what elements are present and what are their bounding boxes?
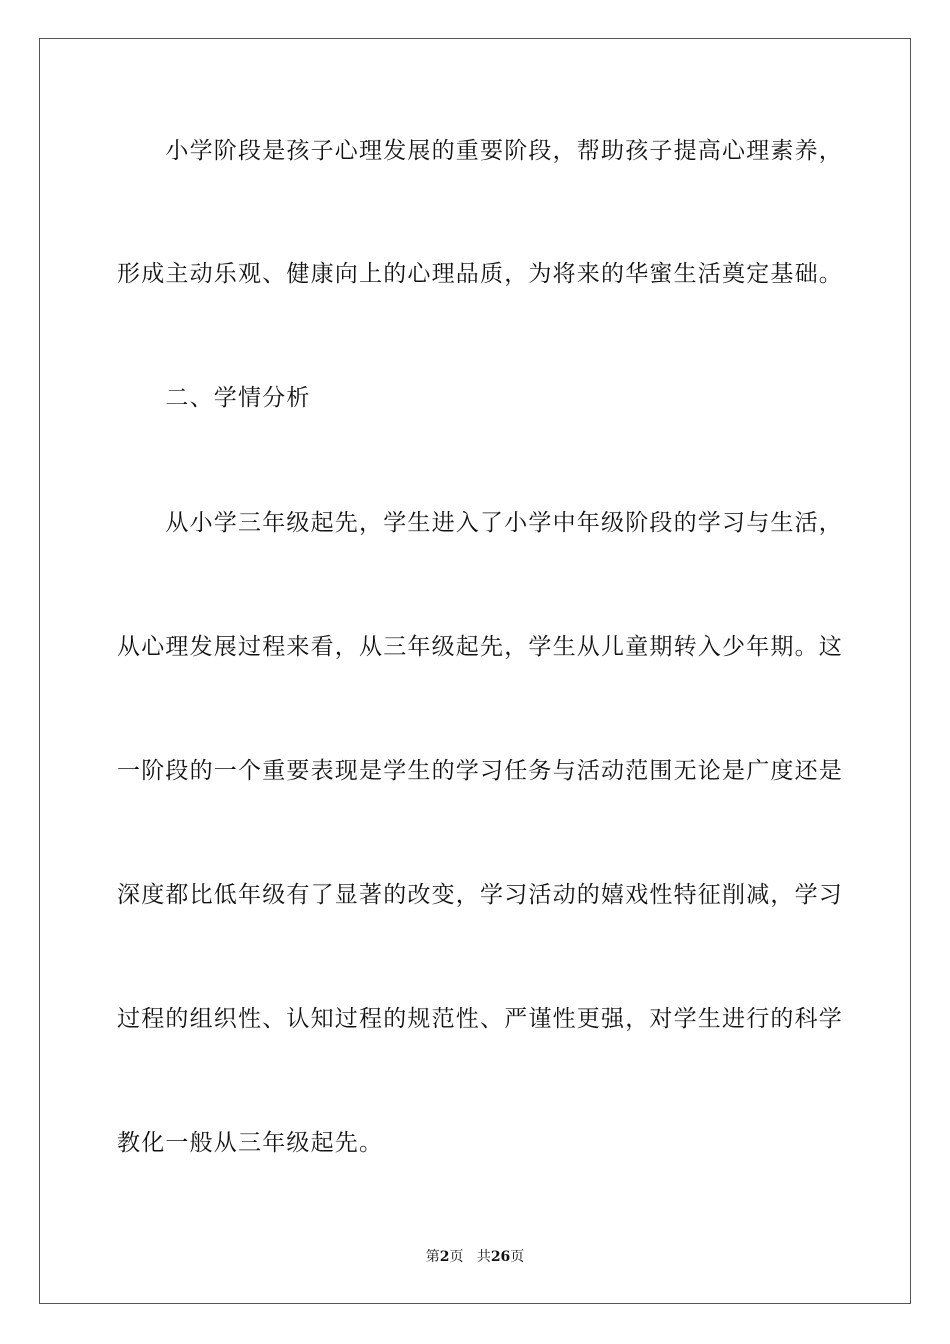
section-heading: 二、学情分析 bbox=[117, 385, 311, 411]
text-line: 过程的组织性、认知过程的规范性、严谨性更强，对学生进行的科学 bbox=[117, 1006, 843, 1032]
text-line: 深度都比低年级有了显著的改变，学习活动的嬉戏性特征削减，学习 bbox=[117, 882, 843, 908]
footer-total-pages: 26 bbox=[490, 1249, 511, 1265]
text-line: 形成主动乐观、健康向上的心理品质，为将来的华蜜生活奠定基础。 bbox=[117, 261, 843, 287]
text-line: 小学阶段是孩子心理发展的重要阶段，帮助孩子提高心理素养， bbox=[117, 138, 843, 164]
footer-total-prefix: 共 bbox=[476, 1249, 491, 1265]
page-border bbox=[39, 38, 911, 1304]
text-line: 从小学三年级起先，学生进入了小学中年级阶段的学习与生活， bbox=[117, 510, 843, 536]
footer-page-prefix: 第 bbox=[425, 1249, 440, 1265]
footer-total-suffix: 页 bbox=[510, 1249, 525, 1265]
footer-page-number: 2 bbox=[439, 1249, 450, 1265]
text-line: 从心理发展过程来看，从三年级起先，学生从儿童期转入少年期。这 bbox=[117, 634, 843, 660]
footer-page-suffix: 页 bbox=[449, 1249, 464, 1265]
text-line: 一阶段的一个重要表现是学生的学习任务与活动范围无论是广度还是 bbox=[117, 758, 843, 784]
page-footer bbox=[0, 1248, 950, 1266]
text-line: 教化一般从三年级起先。 bbox=[117, 1130, 384, 1156]
